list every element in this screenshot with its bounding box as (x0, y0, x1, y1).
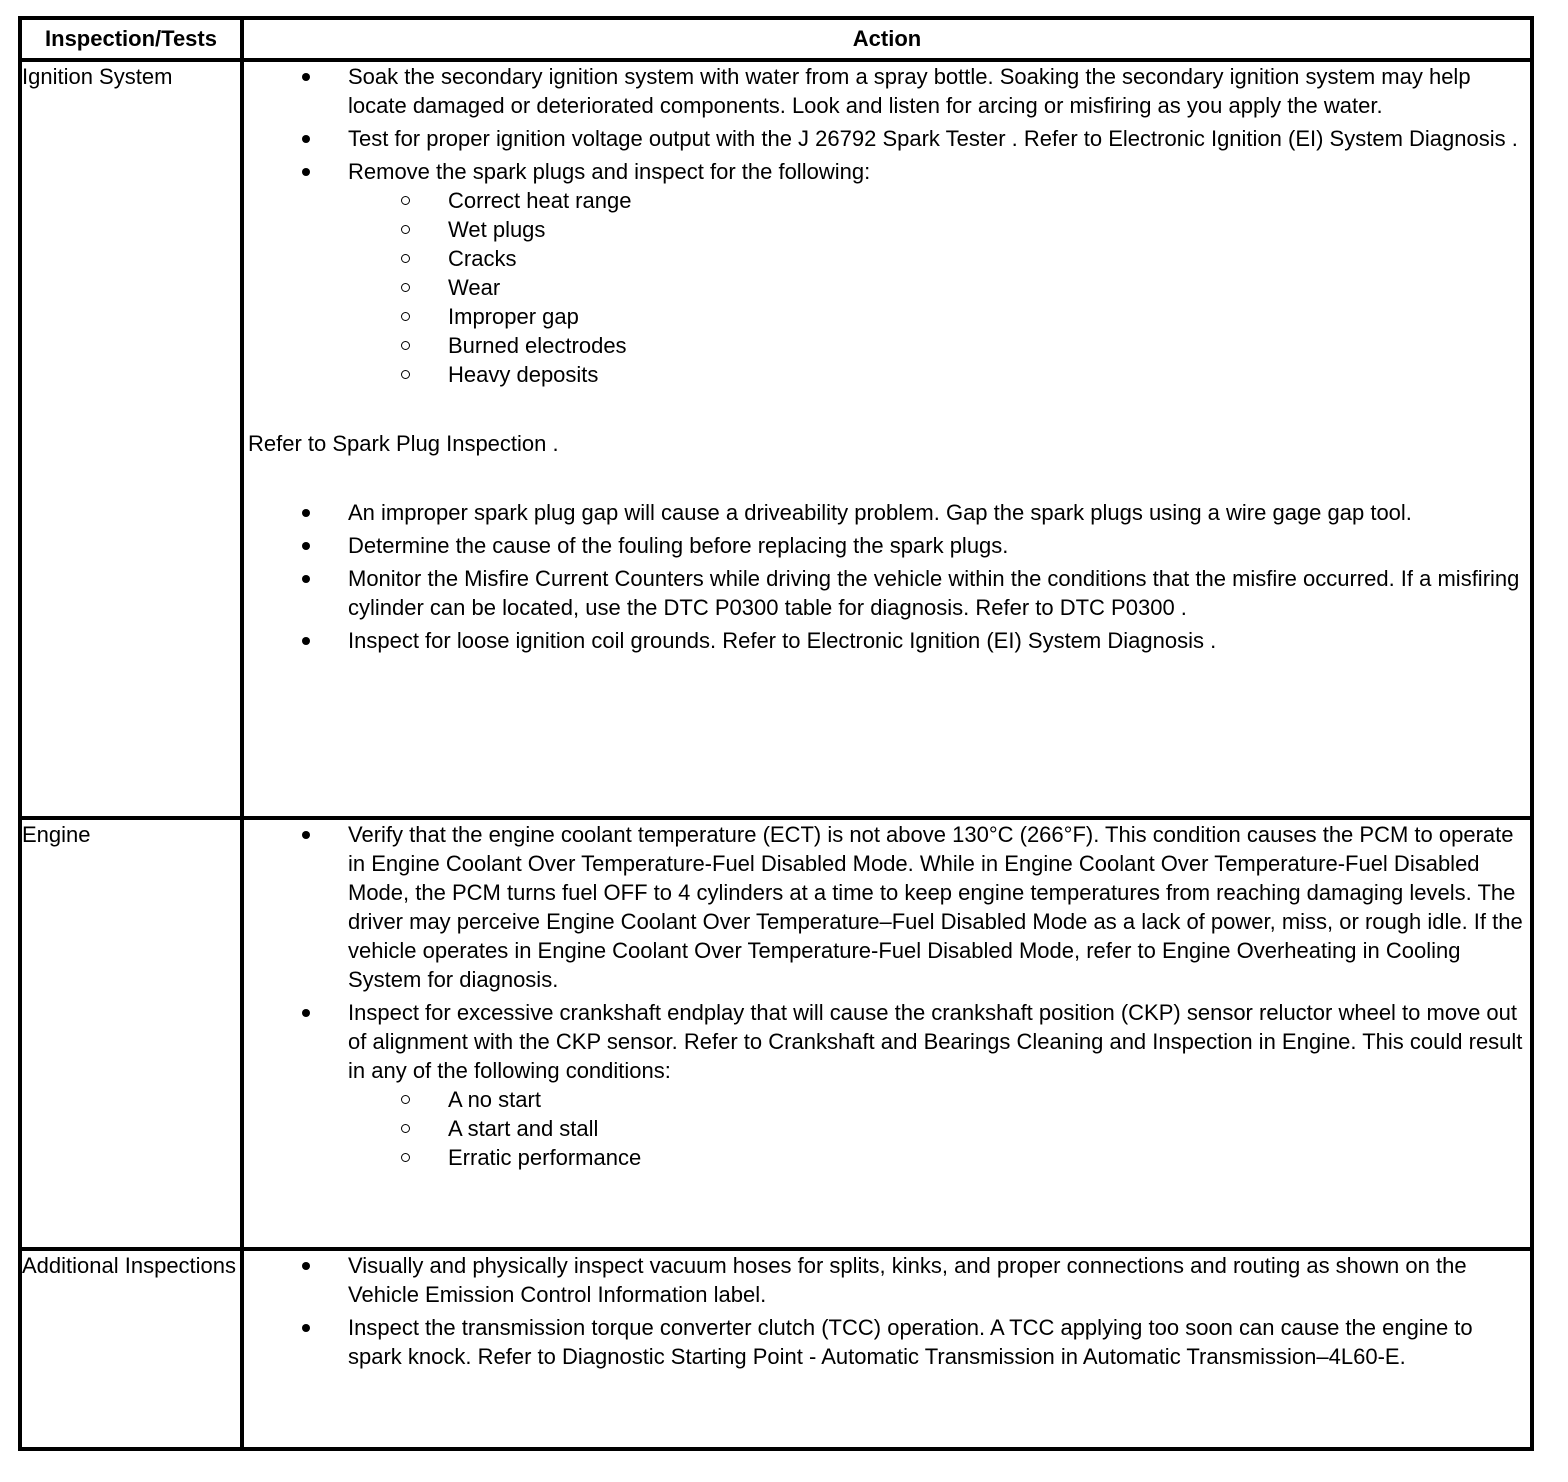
list-item: Soak the secondary ignition system with water from a spray bottle. Soaking the secondary ignition system may help locate damaged or deteriorated components. Look and listen for arcing or misfiring as you apply the water. (244, 62, 1530, 120)
list-item: Verify that the engine coolant temperature (ECT) is not above 130°C (266°F). This condition causes the PCM to operate in Engine Coolant Over Temperature-Fuel Disabled Mode. While in Engine Coolant Over Temperature-Fuel Disabled Mode, the PCM turns fuel OFF to 4 cylinders at a time to keep engine temperatures from reaching damaging levels. The driver may perceive Engine Coolant Over Temperature–Fuel Disabled Mode as a lack of power, miss, or rough idle. If the vehicle operates in Engine Coolant Over Temperature-Fuel Disabled Mode, refer to Engine Overheating in Cooling System for diagnosis. (244, 820, 1530, 994)
sub-list-item: A no start (348, 1085, 1530, 1114)
action-cell (242, 1249, 1532, 1449)
sub-list-item: Improper gap (348, 302, 1530, 331)
bullet-list (244, 1251, 1530, 1371)
bullet-icon (302, 509, 310, 517)
circle-bullet-icon (401, 254, 410, 263)
list-item: Remove the spark plugs and inspect for the following: Correct heat range Wet plugs Cracks Wear Improper gap Burned electrodes Heavy deposits (244, 157, 1530, 389)
bullet-icon (302, 1009, 310, 1017)
action-cell (242, 818, 1532, 1249)
sub-list-item: Heavy deposits (348, 360, 1530, 389)
table-row-additional-inspections (20, 1249, 1532, 1449)
circle-bullet-icon (401, 341, 410, 350)
row-label: Engine (20, 818, 242, 1249)
sub-list-item: Wet plugs (348, 215, 1530, 244)
sub-list-item: A start and stall (348, 1114, 1530, 1143)
circle-bullet-icon (401, 196, 410, 205)
list-item: Test for proper ignition voltage output with the J 26792 Spark Tester . Refer to Electronic Ignition (EI) System Diagnosis . (244, 124, 1530, 153)
bullet-icon (302, 1262, 310, 1270)
list-item: Monitor the Misfire Current Counters while driving the vehicle within the conditions that the misfire occurred. If a misfiring cylinder can be located, use the DTC P0300 table for diagnosis. Refer to DTC P0300 . (244, 564, 1530, 622)
bullet-icon (302, 1324, 310, 1332)
sub-list-item: Erratic performance (348, 1143, 1530, 1172)
circle-bullet-icon (401, 225, 410, 234)
list-item: An improper spark plug gap will cause a driveability problem. Gap the spark plugs using a wire gage gap tool. (244, 498, 1530, 527)
header-inspection-tests: Inspection/Tests (20, 18, 242, 60)
sub-list-item: Burned electrodes (348, 331, 1530, 360)
list-item: Inspect the transmission torque converter clutch (TCC) operation. A TCC applying too soon can cause the engine to spark knock. Refer to Diagnostic Starting Point - Automatic Transmission in Automatic Transmission–4L60-E. (244, 1313, 1530, 1371)
inspection-table (18, 16, 1534, 1451)
action-cell (242, 60, 1532, 818)
sub-list (348, 186, 1530, 389)
bullet-list (244, 498, 1530, 655)
row-label: Additional Inspections (20, 1249, 242, 1449)
list-item: Inspect for excessive crankshaft endplay that will cause the crankshaft position (CKP) sensor reluctor wheel to move out of alignment with the CKP sensor. Refer to Crankshaft and Bearings Cleaning and Inspection in Engine. This could result in any of the following conditions: A no start A start and stall Erratic performance (244, 998, 1530, 1172)
bullet-icon (302, 168, 310, 176)
row-label: Ignition System (20, 60, 242, 818)
circle-bullet-icon (401, 283, 410, 292)
bullet-icon (302, 637, 310, 645)
refer-spark-plug-inspection-link[interactable]: Refer to Spark Plug Inspection . (248, 431, 559, 456)
bullet-list (244, 62, 1530, 389)
list-item: Inspect for loose ignition coil grounds. Refer to Electronic Ignition (EI) System Diagnosis . (244, 626, 1530, 655)
circle-bullet-icon (401, 1095, 410, 1104)
table-row-ignition-system (20, 60, 1532, 818)
circle-bullet-icon (401, 1153, 410, 1162)
bullet-icon (302, 575, 310, 583)
list-item: Determine the cause of the fouling before replacing the spark plugs. (244, 531, 1530, 560)
bullet-list (244, 820, 1530, 1172)
list-item: Visually and physically inspect vacuum hoses for splits, kinks, and proper connections and routing as shown on the Vehicle Emission Control Information label. (244, 1251, 1530, 1309)
header-row (20, 18, 1532, 60)
bullet-icon (302, 831, 310, 839)
sub-list (348, 1085, 1530, 1172)
bullet-icon (302, 73, 310, 81)
circle-bullet-icon (401, 312, 410, 321)
bullet-icon (302, 542, 310, 550)
circle-bullet-icon (401, 370, 410, 379)
bullet-icon (302, 135, 310, 143)
sub-list-item: Cracks (348, 244, 1530, 273)
header-action: Action (242, 18, 1532, 60)
table-row-engine (20, 818, 1532, 1249)
sub-list-item: Wear (348, 273, 1530, 302)
sub-list-item: Correct heat range (348, 186, 1530, 215)
circle-bullet-icon (401, 1124, 410, 1133)
